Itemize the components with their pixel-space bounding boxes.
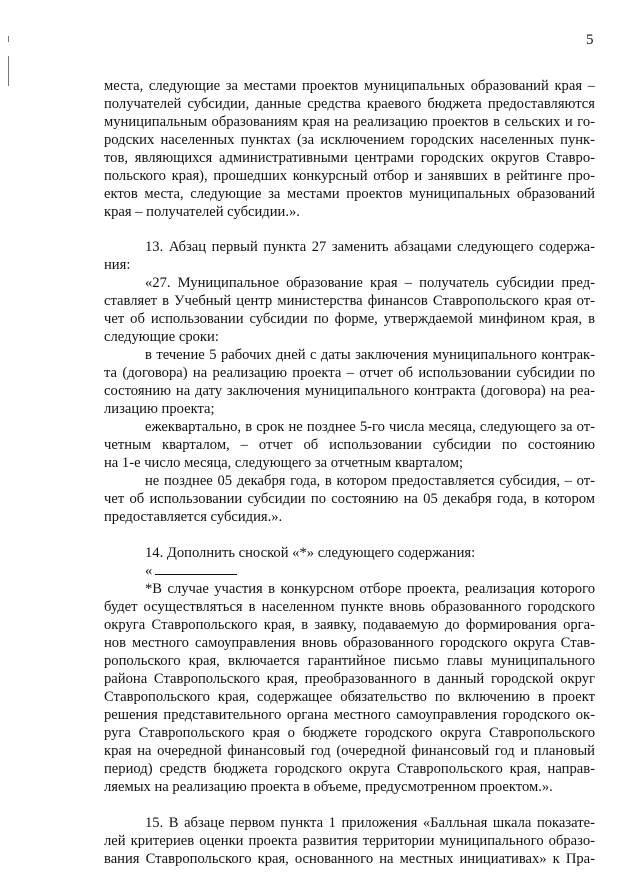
margin-mark: [8, 36, 9, 42]
deadline-line: предоставляется субсидия.».: [104, 509, 283, 525]
footnote-line: период) средств бюджета городского округа Ставропольского края, направ-: [104, 761, 595, 777]
deadline-line: чет об использовании субсидии по состоянию на 05 декабря года, в котором: [104, 491, 595, 507]
text-line: родских населенных пунктах (за исключением городских населенных пунк-: [104, 132, 595, 148]
quote-line: ставляет в Учебный центр министерства финансов Ставропольского края от-: [104, 293, 595, 309]
footnote-line: района Ставропольского края, преобразованного в данный городской округ: [104, 671, 595, 687]
footnote-line: нов местного самоуправления вновь образованного городского округа Став-: [104, 635, 595, 651]
footnote-line: Ставропольского края, содержащее обязательство по включению в проект: [104, 689, 595, 705]
item-13-heading: 13. Абзац первый пункта 27 заменить абзацами следующего содержа-: [145, 239, 595, 255]
text-line: получателей субсидии, данные средства краевого бюджета предоставляются: [104, 96, 595, 112]
margin-mark: [8, 56, 9, 86]
open-quote: «: [145, 563, 153, 579]
text-line: ектов места, следующие за местами проектов муниципальных образований: [104, 186, 595, 202]
footnote-line: края на очередной финансовый год (очередной финансовый год и плановый: [104, 743, 595, 759]
text-line: польского края), прошедших конкурсный отбор и занявших в рейтинге про-: [104, 168, 595, 184]
deadline-line: в течение 5 рабочих дней с даты заключения муниципального контрак-: [145, 347, 595, 363]
quote-line: «27. Муниципальное образование края – получатель субсидии пред-: [145, 275, 595, 291]
quote-line: чет об использовании субсидии по форме, утверждаемой минфином края, в: [104, 311, 595, 327]
text-line: ния:: [104, 257, 131, 273]
text-line: места, следующие за местами проектов муниципальных образований края –: [104, 78, 595, 94]
deadline-line: ежеквартально, в срок не позднее 5-го числа месяца, следующего за от-: [145, 419, 595, 435]
footnote-line: *В случае участия в конкурсном отборе проекта, реализация которого: [145, 581, 595, 597]
footnote-rule: [145, 563, 237, 579]
quote-line: следующие сроки:: [104, 329, 219, 345]
text-line: вания Ставропольского края, основанного на местных инициативах» к Пра-: [104, 851, 595, 867]
footnote-line: будет осуществляться в населенном пункте вновь образованного городского: [104, 599, 595, 615]
item-14-heading: 14. Дополнить сноской «*» следующего содержания:: [145, 545, 476, 561]
page-number: 5: [586, 32, 594, 48]
deadline-line: не позднее 05 декабря года, в котором предоставляется субсидия, – от-: [145, 473, 595, 489]
footnote-line: ляемых на реализацию проекта в объеме, предусмотренном проектом.».: [104, 779, 553, 795]
text-line: муниципальным образованиям края на реализацию проектов в сельских и го-: [104, 114, 595, 130]
deadline-line: та (договора) на реализацию проекта – отчет об использовании субсидии по: [104, 365, 595, 381]
footnote-line: ропольского края, включается гарантийное письмо главы муниципального: [104, 653, 595, 669]
footnote-separator: [155, 563, 237, 575]
deadline-line: состоянию на дату заключения муниципального контракта (договора) на реа-: [104, 383, 595, 399]
text-line: лей критериев оценки проекта развития территории муниципального образо-: [104, 833, 595, 849]
footnote-line: руга Ставропольского края о бюджете городского округа Ставропольского: [104, 725, 595, 741]
deadline-line: четным кварталом, – отчет об использовании субсидии по состоянию: [104, 437, 595, 453]
footnote-line: решения представительного органа местного самоуправления городского ок-: [104, 707, 595, 723]
item-15-heading: 15. В абзаце первом пункта 1 приложения «Балльная шкала показате-: [145, 815, 595, 831]
deadline-line: лизацию проекта;: [104, 401, 215, 417]
text-line: тов, являющихся административными центрами городских округов Ставро-: [104, 150, 595, 166]
footnote-line: округа Ставропольского края, в заявку, подаваемую до формирования орга-: [104, 617, 595, 633]
text-line: края – получателей субсидии.».: [104, 204, 300, 220]
deadline-line: на 1-е число месяца, следующего за отчетным кварталом;: [104, 455, 464, 471]
